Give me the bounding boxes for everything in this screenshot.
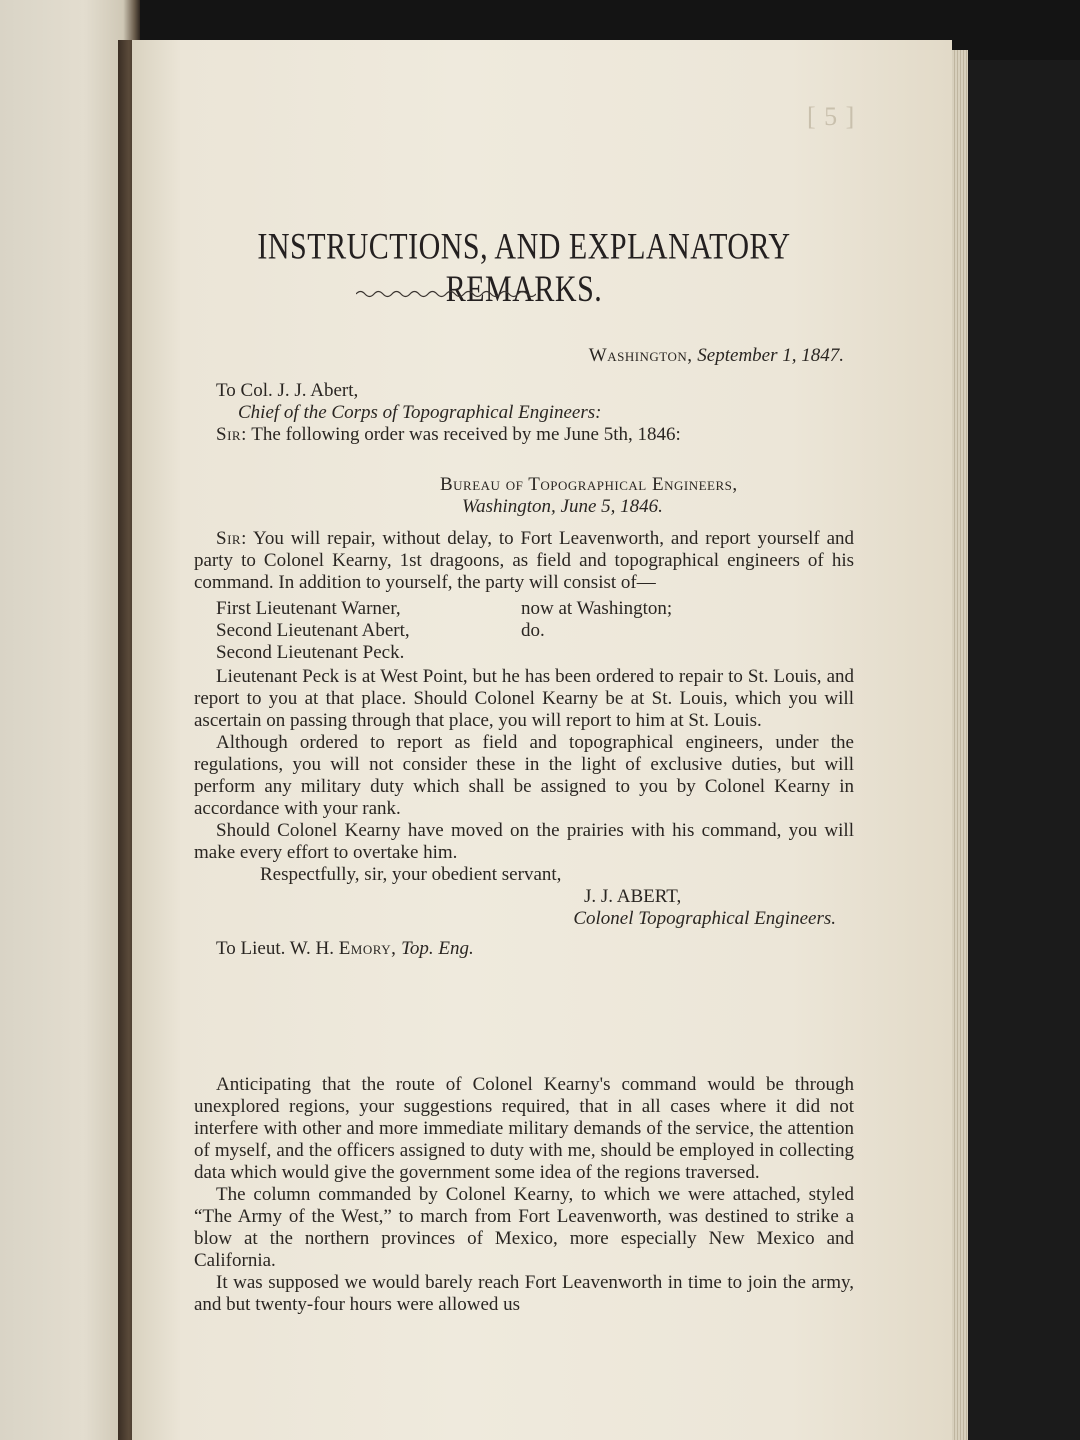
address-salutation	[194, 424, 854, 446]
narrative-body	[194, 1074, 854, 1316]
party-name: First Lieutenant Warner,	[216, 598, 401, 619]
wavy-rule-ornament	[356, 288, 536, 300]
party-note: now at Washington;	[521, 598, 673, 619]
body-paragraph-3: It was supposed we would barely reach Fort Leavenworth in time to join the army, and but twenty-four hours were allowed us	[194, 1272, 854, 1315]
order-place-date: Washington, June 5, 1846.	[462, 496, 663, 517]
page-number: [ 5 ]	[807, 102, 856, 131]
sir-text: The following order was received by me June 5th, 1846:	[251, 424, 681, 445]
party-list	[194, 598, 854, 664]
order-paragraph-3: Although ordered to report as field and topographical engineers, under the regulations, you will not consider these in the light of exclusive duties, but will perform any military duty which shall be assigned to you by Colonel Kearny in accordance with your rank.	[194, 732, 854, 819]
party-item	[194, 642, 854, 664]
party-name: Second Lieutenant Abert,	[216, 620, 410, 641]
dateline-date: September 1, 1847.	[697, 345, 844, 366]
sir-label: Sir:	[216, 424, 247, 445]
signature-name: J. J. ABERT,	[584, 886, 682, 907]
order-paragraph-1-text: You will repair, without delay, to Fort Leavenworth, and report yourself and party to Colonel Kearny, 1st dragoons, as field and topographical engineers of his command. In addition to yourself, the party will consist of—	[194, 528, 855, 593]
order-header	[194, 474, 854, 518]
address-to: To Col. J. J. Abert,	[216, 380, 359, 401]
order-sir-label: Sir:	[216, 528, 247, 549]
body-paragraph-2: The column commanded by Colonel Kearny, to which we were attached, styled “The Army of the West,” to march from Fort Leavenworth, was destined to strike a blow at the northern provinces of Mexico, more especially New Mexico and California.	[194, 1184, 854, 1271]
order-paragraph-1	[194, 528, 854, 594]
address-title: Chief of the Corps of Topographical Engineers:	[238, 402, 602, 423]
order-paragraph-2: Lieutenant Peck is at West Point, but he has been ordered to repair to St. Louis, and report to you at that place. Should Colonel Kearny be at St. Louis, which you will ascertain on passing through that place, you will report to him at St. Louis.	[194, 666, 854, 731]
recipient-text: To Lieut. W. H.	[216, 938, 334, 959]
party-name: Second Lieutenant Peck.	[216, 642, 405, 663]
recipient-name: Emory,	[338, 938, 397, 959]
body-paragraph-1: Anticipating that the route of Colonel Kearny's command would be through unexplored regions, your suggestions required, that in all cases where it did not interfere with other and more immediate military demands of the service, the attention of myself, and the officers assigned to duty with me, should be employed in collecting data which would give the government some idea of the regions traversed.	[194, 1074, 854, 1183]
address-block	[194, 380, 854, 446]
book-page	[132, 40, 952, 1440]
recipient-line	[194, 938, 854, 960]
closing-line: Respectfully, sir, your obedient servant,	[260, 864, 562, 885]
party-item	[194, 620, 854, 642]
order-paragraph-4: Should Colonel Kearny have moved on the prairies with his command, you will make every effort to overtake him.	[194, 820, 854, 863]
party-item	[194, 598, 854, 620]
dateline-place: Washington,	[588, 345, 693, 366]
party-note: do.	[521, 620, 545, 641]
order-bureau: Bureau of Topographical Engineers,	[440, 474, 738, 495]
signature-title: Colonel Topographical Engineers.	[573, 908, 836, 929]
order-body	[194, 528, 854, 960]
page-heading: INSTRUCTIONS, AND EXPLANATORY REMARKS.	[257, 226, 791, 310]
dateline	[589, 345, 844, 367]
recipient-title: Top. Eng.	[401, 938, 474, 959]
